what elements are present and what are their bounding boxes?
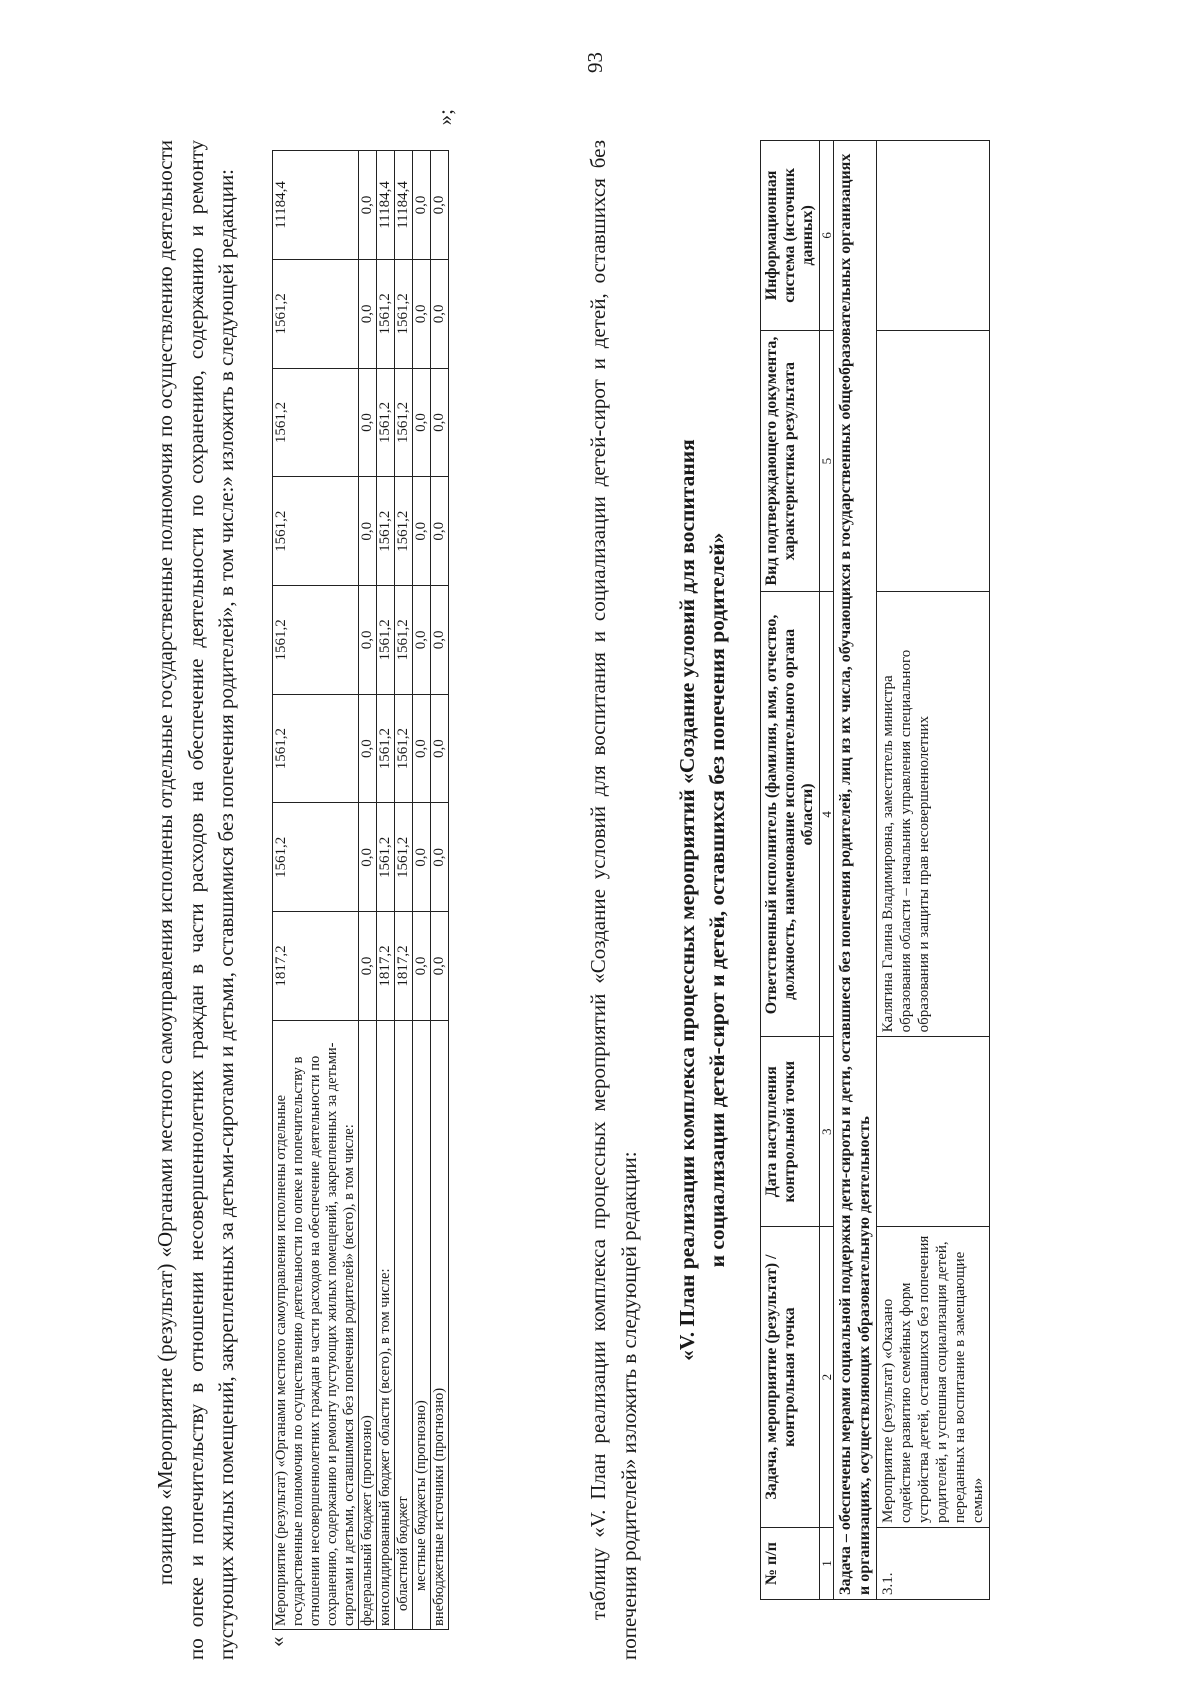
column-number: 4	[820, 592, 834, 1037]
closing-quote-mark: »;	[433, 109, 457, 126]
funding-value-cell: 0,0	[359, 477, 377, 586]
funding-value-cell: 0,0	[413, 151, 431, 260]
funding-value-cell: 0,0	[359, 586, 377, 695]
funding-value-cell: 0,0	[431, 477, 449, 586]
funding-row-label: местные бюджеты (прогнозно)	[413, 1020, 431, 1629]
header-event: Задача, мероприятие (результат) / контрольная точка	[761, 1227, 820, 1528]
funding-value-cell: 1561,2	[273, 368, 359, 477]
header-date: Дата наступления контрольной точки	[761, 1037, 820, 1227]
funding-value-cell: 11184,4	[395, 151, 413, 260]
intro-paragraph: позицию «Мероприятие (результат) «Органами местного самоуправления исполнены отдельные государственные полномочия по осуществлению деятельности по опеке и попечительству в отношении несовершеннолетних граждан в части расходов на обеспечение деятельности по сохранению, содержанию и ремонту пустующих жилых помещений, закрепленных за детьми-сиротами и детьми, оставшимися без попечения родителей», в том числе:» изложить в следующей редакции:	[153, 140, 238, 1660]
funding-value-cell: 11184,4	[377, 151, 395, 260]
funding-value-cell: 1561,2	[377, 259, 395, 368]
funding-value-cell: 1561,2	[273, 694, 359, 803]
funding-value-cell: 1817,2	[395, 912, 413, 1021]
funding-value-cell: 1561,2	[377, 586, 395, 695]
funding-row-label: внебюджетные источники (прогнозно)	[431, 1020, 449, 1629]
funding-value-cell: 1561,2	[377, 368, 395, 477]
funding-row-label	[265, 1020, 359, 1647]
funding-row-label: консолидированный бюджет области (всего), в том числе:	[377, 1020, 395, 1629]
funding-value-cell: 0,0	[413, 368, 431, 477]
second-paragraph: таблицу «V. План реализации комплекса процессных мероприятий «Создание условий для воспитания и социализации детей-сирот и детей, оставшихся без попечения родителей» изложить в следующей редакции:	[586, 140, 641, 1660]
row-document	[877, 330, 990, 592]
funding-value-cell: 0,0	[413, 477, 431, 586]
funding-value-cell: 1561,2	[273, 586, 359, 695]
funding-value-cell: 1561,2	[395, 803, 413, 912]
funding-value-cell: 0,0	[431, 586, 449, 695]
funding-value-cell: 0,0	[431, 803, 449, 912]
funding-value-cell: 0,0	[431, 368, 449, 477]
funding-value-cell: 0,0	[359, 912, 377, 1021]
funding-table-row	[273, 151, 359, 1630]
funding-table-row	[395, 151, 413, 1630]
funding-value-cell: 1561,2	[273, 259, 359, 368]
column-number: 3	[820, 1037, 834, 1227]
header-document: Вид подтверждающего документа, характеристика результата	[761, 330, 820, 592]
funding-value-cell: 1561,2	[273, 803, 359, 912]
funding-table-row	[413, 151, 431, 1630]
funding-value-cell: 0,0	[359, 368, 377, 477]
funding-value-cell: 1561,2	[273, 477, 359, 586]
funding-value-cell: 0,0	[359, 259, 377, 368]
funding-value-cell: 1561,2	[395, 368, 413, 477]
funding-value-text: 0,0	[431, 195, 447, 215]
funding-value-cell: 1561,2	[377, 477, 395, 586]
column-number: 5	[820, 330, 834, 592]
funding-value-cell: 1817,2	[273, 912, 359, 1021]
funding-value-cell: 1561,2	[395, 586, 413, 695]
row-number: 3.1.	[877, 1528, 990, 1600]
plan-table-row	[877, 141, 990, 1600]
funding-table-row	[431, 151, 449, 1630]
task-text: Задача – обеспечены мерами социальной поддержки дети-сироты и дети, оставшиеся без попечения родителей, лиц из их числа, обучающихся в государственных общеобразовательных организациях и организациях, осуществляющих образовательную деятельность	[834, 141, 877, 1600]
funding-value-cell: 1561,2	[395, 694, 413, 803]
column-number: 1	[820, 1528, 834, 1600]
funding-value-cell: 11184,4	[273, 151, 359, 260]
column-number: 6	[820, 141, 834, 331]
header-info-system: Информационная система (источник данных)	[761, 141, 820, 331]
funding-table	[265, 109, 457, 1647]
funding-value-cell: 0,0	[413, 586, 431, 695]
funding-value-cell: 0,0	[359, 694, 377, 803]
funding-table-row	[377, 151, 395, 1630]
funding-value-cell: 0,0	[413, 912, 431, 1021]
funding-value-cell: 0,0	[413, 694, 431, 803]
section-heading-line-2: и социализации детей-сирот и детей, оставшихся без попечения родителей»	[705, 532, 729, 1268]
header-responsible: Ответственный исполнитель (фамилия, имя, отчество, должность, наименование исполнительного органа области)	[761, 592, 820, 1037]
funding-value-cell: 0,0	[431, 259, 449, 368]
plan-table	[760, 140, 990, 1600]
page-number: 93	[583, 52, 607, 73]
funding-row-label-text: Мероприятие (результат) «Органами местного самоуправления исполнены отдельные государственные полномочия по осуществлению деятельности по опеке и попечительству в отношении несовершеннолетних граждан в части расходов на обеспечение деятельности по сохранению, содержанию и ремонту пустующих жилых помещений, закрепленных за детьми-сиротами и детьми, оставшимися без попечения родителей» (всего), в том числе:	[273, 1042, 357, 1626]
row-responsible: Калягина Галина Владимировна, заместитель министра образования области – начальник управления специального образования и защиты прав несовершеннолетних	[877, 592, 990, 1037]
funding-row-label: областной бюджет	[395, 1020, 413, 1629]
funding-value-cell	[431, 109, 457, 260]
plan-table-header-row	[761, 141, 820, 1600]
row-info-system	[877, 141, 990, 331]
funding-value-cell: 0,0	[431, 694, 449, 803]
funding-value-cell: 0,0	[413, 259, 431, 368]
funding-table-row	[359, 151, 377, 1630]
funding-value-cell: 1561,2	[377, 694, 395, 803]
funding-value-cell: 1561,2	[377, 803, 395, 912]
funding-value-cell: 1817,2	[377, 912, 395, 1021]
funding-value-cell: 1561,2	[395, 477, 413, 586]
funding-value-cell: 0,0	[431, 912, 449, 1021]
section-heading-line-1: «V. План реализации комплекса процессных мероприятий «Создание условий для воспитания	[675, 439, 699, 1361]
header-number: № п/п	[761, 1528, 820, 1600]
section-heading	[672, 140, 732, 1660]
funding-row-label: федеральный бюджет (прогнозно)	[359, 1020, 377, 1629]
row-date	[877, 1037, 990, 1227]
funding-value-cell: 1561,2	[395, 259, 413, 368]
rotated-page-content	[150, 100, 1140, 1660]
plan-table-task-row	[834, 141, 877, 1600]
funding-value-cell: 0,0	[413, 803, 431, 912]
column-number: 2	[820, 1227, 834, 1528]
plan-table-index-row	[820, 141, 834, 1600]
funding-value-cell: 0,0	[359, 151, 377, 260]
funding-value-cell: 0,0	[359, 803, 377, 912]
row-event: Мероприятие (результат) «Оказано содействие развитию семейных форм устройства детей, оставшихся без попечения родителей, и успешная социализация детей, переданных на воспитание в замещающие семьи»	[877, 1227, 990, 1528]
opening-quote-mark: «	[265, 1636, 289, 1647]
